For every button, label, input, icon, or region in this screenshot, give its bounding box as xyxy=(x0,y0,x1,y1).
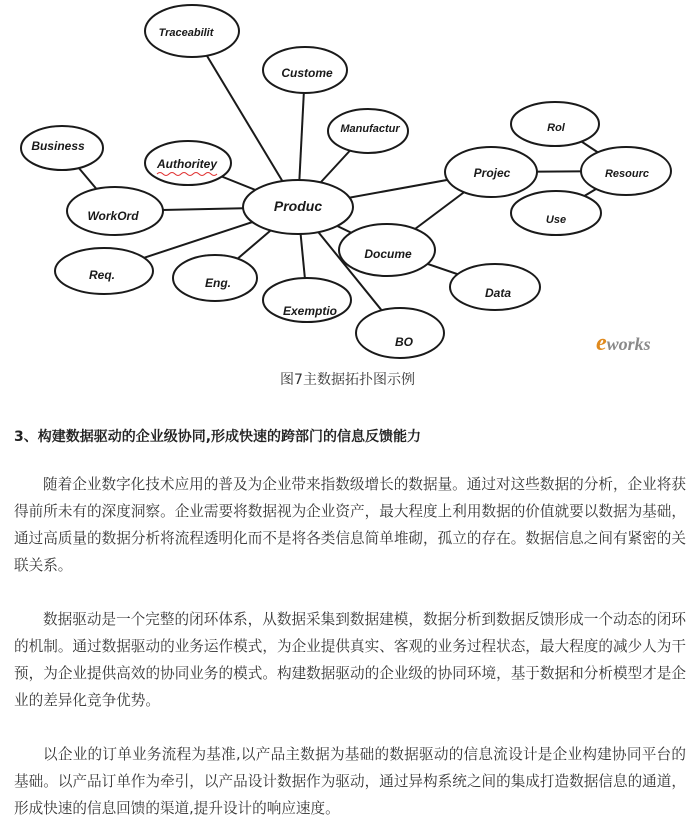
label-resource: Resourc xyxy=(604,168,650,180)
label-manufacturing: Manufactur xyxy=(340,123,400,135)
section-heading: 3、构建数据驱动的企业级协同,形成快速的跨部门的信息反馈能力 xyxy=(14,429,422,445)
paragraph-2: 数据驱动是一个完整的闭环体系，从数据采集到数据建模，数据分析到数据反馈形成一个动态的闭环的机制。通过数据驱动的业务运作模式，为企业提供真实、客观的业务过程状态，最大程度的减少人为干预，为企业提供高效的协同业务的模式。构建数据驱动的企业级的协同环境，基于数据和分析模型才是企业的差异化竞争优势。 xyxy=(14,611,686,709)
label-data: Data xyxy=(484,286,512,300)
figure-caption: 图7主数据拓扑图示例 xyxy=(280,372,415,388)
label-use: Use xyxy=(545,214,567,226)
master-data-topology-diagram xyxy=(0,0,695,365)
label-req: Req. xyxy=(88,268,116,282)
label-eng: Eng. xyxy=(205,276,231,290)
label-product: Produc xyxy=(273,198,323,214)
e-works-logo: eworks xyxy=(596,330,651,356)
node-bo xyxy=(356,308,444,358)
label-customer: Custome xyxy=(281,66,333,80)
node-use xyxy=(511,191,601,235)
label-traceability: Traceabilit xyxy=(158,27,214,39)
label-workorder: WorkOrd xyxy=(87,209,139,223)
label-exemption: Exemptio xyxy=(282,304,338,318)
label-authority: Authoritey xyxy=(157,157,217,171)
label-business: Business xyxy=(31,139,85,153)
paragraph-3: 以企业的订单业务流程为基准,以产品主数据为基础的数据驱动的信息流设计是企业构建协同平台的基础。以产品订单作为牵引，以产品设计数据作为驱动，通过异构系统之间的集成打造数据信息的通道，形成快速的信息回馈的渠道,提升设计的响应速度。 xyxy=(14,746,686,817)
label-role: Rol xyxy=(547,122,565,134)
label-bo: BO xyxy=(395,335,413,349)
label-document: Docume xyxy=(364,247,412,261)
diagram-nodes xyxy=(21,5,671,358)
label-project: Projec xyxy=(473,166,511,180)
paragraph-1: 随着企业数字化技术应用的普及为企业带来指数级增长的数据量。通过对这些数据的分析，企业将获得前所未有的深度洞察。企业需要将数据视为企业资产，最大程度上利用数据的价值就要以数据为基础，通过高质量的数据分析将流程透明化而不是将各类信息简单堆砌，孤立的存在。数据信息之间有紧密的关联关系。 xyxy=(14,476,686,574)
